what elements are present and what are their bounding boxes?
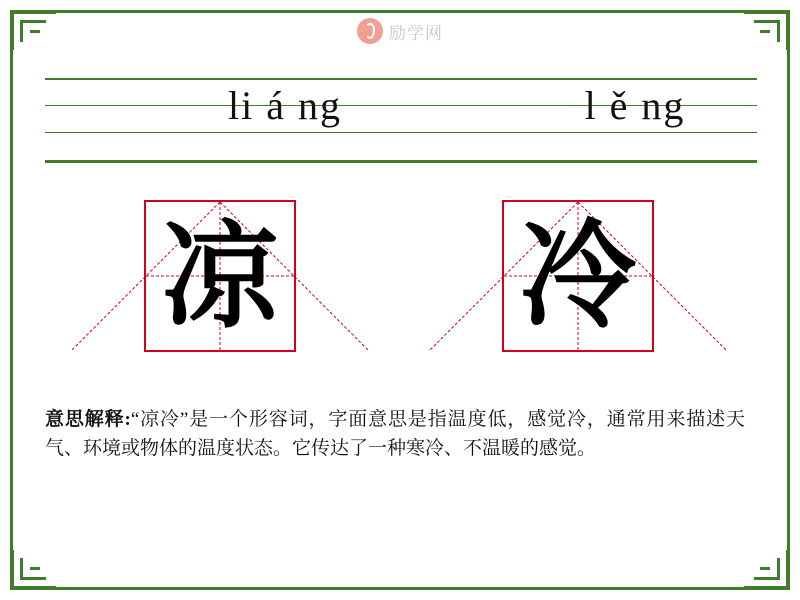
explanation-block: [45, 405, 745, 464]
pinyin-text-first: li á ng: [228, 83, 342, 128]
staff-line-4: [45, 160, 757, 163]
explanation-label: 意思解释:: [45, 409, 131, 430]
pinyin-text-second: l ě ng: [584, 83, 686, 128]
corner-ornament-top-left: [10, 10, 56, 50]
corner-ornament-bottom-left: [10, 550, 56, 590]
corner-ornament-top-right: [744, 10, 790, 50]
site-logo-label: 励学网: [389, 23, 443, 43]
hanzi-character-first: 凉: [162, 208, 278, 344]
staff-line-3: [45, 132, 757, 133]
explanation-text: “凉冷”是一个形容词，字面意思是指温度低，感觉冷，通常用来描述天气、环境或物体的温度状态。它传达了一种寒冷、不温暖的感觉。: [45, 409, 746, 460]
frame-border-top: [10, 10, 790, 13]
frame-border-right: [787, 10, 790, 590]
site-logo: [357, 18, 443, 44]
character-grid-second: [502, 200, 654, 352]
frame-border-left: [10, 10, 13, 590]
hanzi-character-second: 冷: [520, 208, 636, 344]
character-grid-first: [144, 200, 296, 352]
corner-ornament-bottom-right: [744, 550, 790, 590]
frame-border-bottom: [10, 587, 790, 590]
pinyin-staff: [45, 78, 757, 162]
flame-logo-icon: [357, 18, 383, 44]
staff-line-1: [45, 78, 757, 80]
